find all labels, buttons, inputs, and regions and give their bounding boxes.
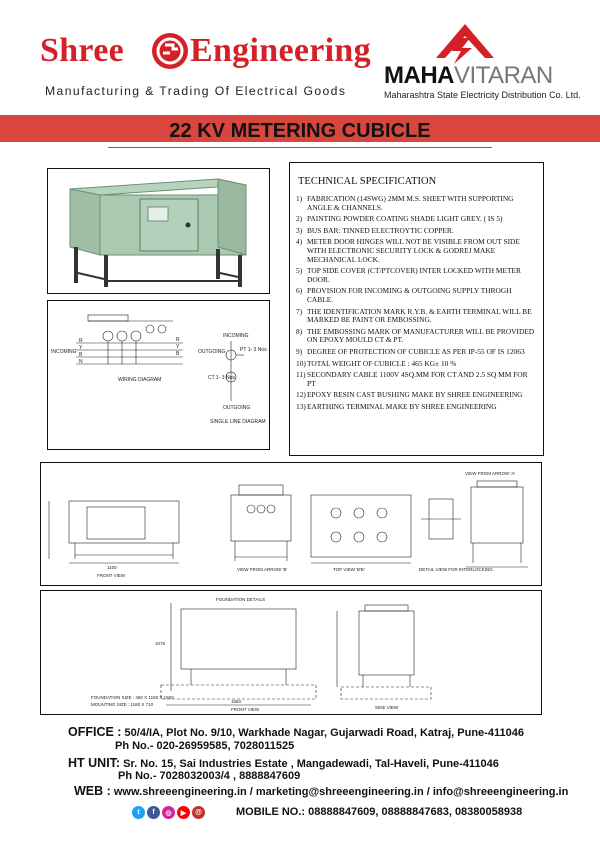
technical-specification-panel xyxy=(289,162,544,456)
spec-item: 2) PAINTING POWDER COATING SHADE LIGHT GREY. ( IS 5) xyxy=(296,214,503,224)
label-incoming-left: INCOMING xyxy=(51,349,77,355)
dim-1076: 1076 xyxy=(155,641,166,646)
spec-heading: TECHNICAL SPECIFICATION xyxy=(298,176,437,187)
wiring-diagram-drawing xyxy=(48,301,268,448)
foundation-size-note: FOUNDATION SIZE : 450 X 1150 X 1550 xyxy=(91,695,174,700)
spec-item: 11) SECONDARY CABLE 1100V 4SQ.MM FOR CT AND 2.5 SQ MM FOR PT xyxy=(296,370,528,388)
mahavitaran-subtitle: Maharashtra State Electricity Distribution Co. Ltd. xyxy=(384,90,581,100)
phase-tag: N xyxy=(79,359,83,365)
ht-unit-address-row xyxy=(68,756,499,770)
brand-word-shree: Shree xyxy=(40,32,124,69)
web-links[interactable]: www.shreeengineering.in / marketing@shreeengineering.in / info@shreeengineering.in xyxy=(113,786,569,798)
web-label: WEB : xyxy=(74,784,111,798)
mahavitaran-brand xyxy=(384,24,581,104)
office-address: 50/4/IA, Plot No. 9/10, Warkhade Nagar, Gujarwadi Road, Katraj, Pune-411046 xyxy=(124,727,524,739)
spec-item: 6) PROVISION FOR INCOMING & OUTGOING SUPPLY THROGH CABLE. xyxy=(296,286,512,304)
single-line-diagram-caption: SINGLE LINE DIAGRAM xyxy=(210,419,266,425)
facebook-icon[interactable]: f xyxy=(147,806,160,819)
label-pt: PT 1- 3 Nos. xyxy=(240,347,268,353)
top-view-caption: TOP VIEW 'B'B' xyxy=(333,567,365,572)
wiring-diagram-panel xyxy=(47,300,270,450)
cubicle-photo-panel xyxy=(47,168,270,294)
brand-word-engineering: Engineering xyxy=(190,32,371,69)
instagram-icon[interactable]: ◎ xyxy=(162,806,175,819)
spec-item: 5) TOP SIDE COVER (CT/PTCOVER) INTER LOCKED WITH METER DOOR. xyxy=(296,266,521,284)
twitter-icon[interactable]: t xyxy=(132,806,145,819)
social-icons xyxy=(132,806,205,819)
phase-tag: B xyxy=(79,352,83,358)
mobile-row xyxy=(236,806,522,818)
office-address-row xyxy=(68,725,524,739)
mobile-numbers: 08888847609, 08888847683, 08380058938 xyxy=(308,806,523,818)
email-icon[interactable]: @ xyxy=(192,806,205,819)
mobile-label: MOBILE NO.: xyxy=(236,806,306,818)
label-outgoing-bottom: OUTGOING xyxy=(223,405,251,411)
front-view-caption: FRONT VIEW xyxy=(97,573,126,578)
wiring-diagram-caption: WIRING DIAGRAM xyxy=(118,377,162,383)
spec-item: 4) METER DOOR HINGES WILL NOT BE VISIBLE FROM OUT SIDE WITH ELECTRONIC SECURITY LOCK & GODREJ MAKE MECHANICAL LOCK. xyxy=(296,237,520,264)
cubicle-product-image xyxy=(48,169,268,292)
phase-tag: R xyxy=(79,338,83,344)
spec-item: 8) THE EMBOSSING MARK OF MANUFACTURER WILL BE PROVIDED ON EPOXY MOULD CT & PT. xyxy=(296,326,535,345)
ht-unit-address: Sr. No. 15, Sai Industries Estate , Mangadewadi, Tal-Haveli, Pune-411046 xyxy=(123,758,499,770)
ct-tag: B xyxy=(176,351,180,357)
front-view-foundation-caption: FRONT VIEW xyxy=(231,707,260,712)
mahavitaran-name: MAHAVITARAN xyxy=(384,62,553,89)
dim-1100: 1100 xyxy=(107,565,117,570)
foundation-details-drawing xyxy=(41,591,540,713)
foundation-details-caption: FOUNDATION DETAILS xyxy=(216,597,266,602)
spec-item: 9) DEGREE OF PROTECTION OF CUBICLE AS PER IP-55 OF IS 12063 xyxy=(296,346,525,356)
detail-interlock-caption: DETAIL VIEW FOR INTERLOCKING xyxy=(419,567,493,572)
office-phone: Ph No.- 020-26959585, 7028011525 xyxy=(115,740,295,752)
ht-unit-phone: Ph No.- 7028032003/4 , 8888847609 xyxy=(118,770,301,782)
spec-list xyxy=(296,195,537,411)
company-brand xyxy=(40,30,370,78)
dim-1550: 1550 xyxy=(231,699,242,704)
label-outgoing: OUTGOING xyxy=(198,349,226,355)
spec-item: 7) THE IDENTIFICATION MARK R.Y.B. & EARTH TERMINAL WILL BE MARKED BE PAINT OR EMBOSSING. xyxy=(296,306,532,325)
spec-item: 12) EPOXY RESIN CAST BUSHING MAKE BY SHREE ENGINEERING xyxy=(296,390,523,400)
mahavitaran-logo-icon xyxy=(436,24,494,64)
side-view-caption: SIDE VIEW xyxy=(375,705,399,710)
title-underline xyxy=(108,147,492,148)
spec-item: 10) TOTAL WEIGHT OF CUBICLE : 465 KG± 10 % xyxy=(296,358,457,368)
spec-item: 3) BUS BAR: TINNED ELECTROYTIC COPPER. xyxy=(296,225,454,235)
youtube-icon[interactable]: ▶ xyxy=(177,806,190,819)
spec-item: 13) EARTHING TERMINAL MAKE BY SHREE ENGINEERING xyxy=(296,401,497,411)
web-row xyxy=(74,784,568,798)
ct-tag: R xyxy=(176,337,180,343)
phase-tag: Y xyxy=(79,345,83,351)
view-arrow-a-caption: VIEW FROM ARROW 'A' xyxy=(465,471,516,476)
shree-engineering-logo-icon xyxy=(151,32,189,70)
general-arrangement-drawing-panel xyxy=(40,462,542,586)
spec-item: 1) FABRICATION (14SWG) 2MM M.S. SHEET WITH SUPPORTING ANGLE & CHANNELS. xyxy=(296,194,514,212)
label-incoming-top: INCOMING xyxy=(223,333,249,339)
ht-unit-label: HT UNIT: xyxy=(68,756,121,770)
mounting-size-note: MOUNTING SIZE : 1160 X 710 xyxy=(91,702,154,707)
general-arrangement-drawing xyxy=(41,463,540,584)
foundation-details-panel xyxy=(40,590,542,715)
company-tagline: Manufacturing & Trading Of Electrical Goods xyxy=(45,84,347,98)
office-label: OFFICE : xyxy=(68,725,122,739)
ct-tag: Y xyxy=(176,344,180,350)
page-title: 22 KV METERING CUBICLE xyxy=(169,120,431,142)
view-arrow-b-caption: VIEW FROM ARROW 'B' xyxy=(237,567,288,572)
label-ct: CT 1- 3 Nos. xyxy=(208,375,237,381)
